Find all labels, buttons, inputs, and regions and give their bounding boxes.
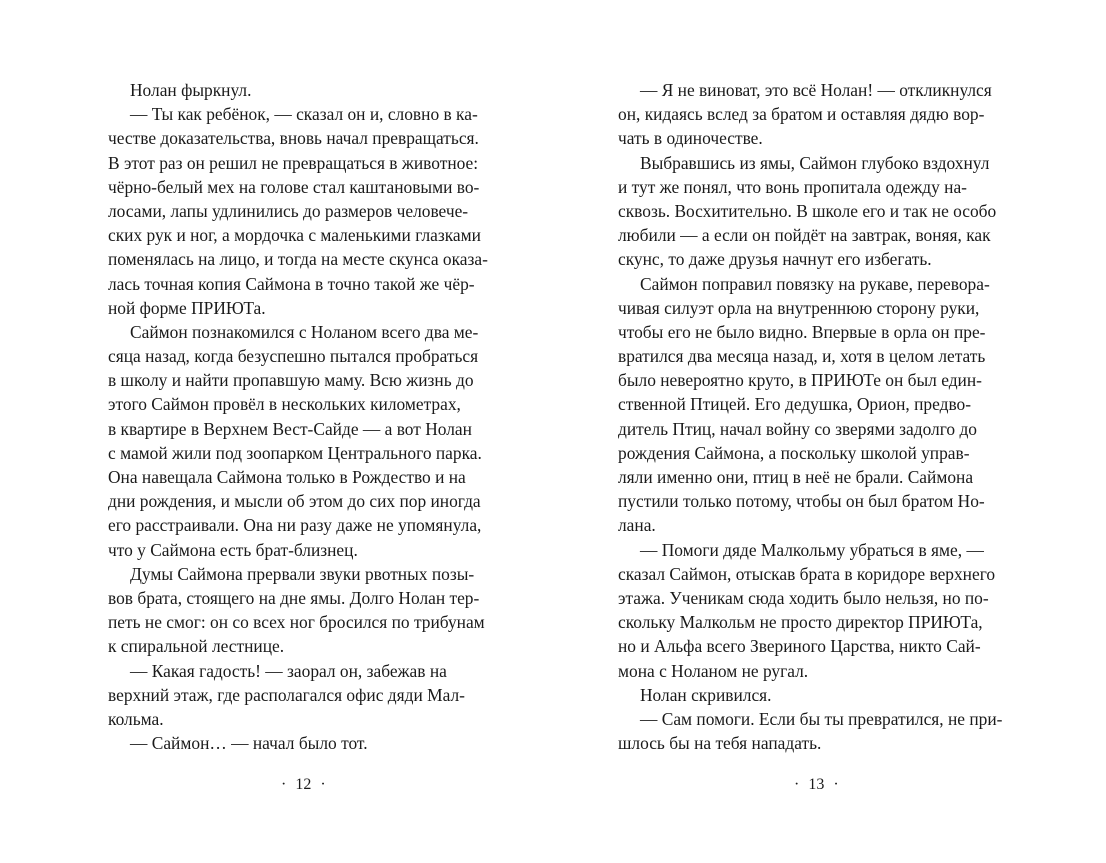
left-page-number — [272, 776, 335, 794]
right-page-line: Выбравшись из ямы, Саймон глубоко вздохнул — [640, 152, 990, 173]
right-page-line: дитель Птиц, начал войну со зверями задолго до — [618, 418, 977, 439]
right-page-text — [618, 78, 1002, 755]
right-page-line: чивая силуэт орла на внутреннюю сторону руки, — [618, 297, 980, 318]
left-page-line: В этот раз он решил не превращаться в животное: — [108, 152, 479, 173]
right-page-line: скольку Малкольм не просто директор ПРИЮТа, — [618, 612, 983, 633]
left-page-line: его расстраивали. Она ни разу даже не упомянула, — [108, 515, 482, 536]
right-page-line: шлось бы на тебя нападать. — [618, 733, 822, 754]
right-page-number — [785, 776, 848, 794]
right-page-line: любили — а если он пойдёт на завтрак, воняя, как — [618, 225, 991, 246]
right-page-line: Нолан скривился. — [640, 684, 772, 705]
right-page-line: — Сам помоги. Если бы ты превратился, не при- — [640, 708, 1003, 729]
left-page-line: чёрно-белый мех на голове стал каштановыми во- — [108, 176, 480, 197]
folio-dot: · — [320, 776, 326, 793]
left-page-line: кольма. — [108, 708, 164, 729]
left-page-line: дни рождения, и мысли об этом до сих пор иногда — [108, 491, 481, 512]
left-page-line: вов брата, стоящего на дне ямы. Долго Нолан тер- — [108, 587, 480, 608]
left-page-line: лосами, лапы удлинились до размеров человече- — [108, 200, 469, 221]
right-page-line: он, кидаясь вслед за братом и оставляя дядю вор- — [618, 104, 985, 125]
right-page-line: сказал Саймон, отыскав брата в коридоре верхнего — [618, 563, 996, 584]
left-page — [108, 78, 492, 755]
left-page-line: ной форме ПРИЮТа. — [108, 297, 266, 318]
right-page-line: чтобы его не было видно. Впервые в орла он пре- — [618, 321, 986, 342]
right-page-line: чать в одиночестве. — [618, 128, 763, 149]
left-page-line: в школу и найти пропавшую маму. Всю жизнь до — [108, 370, 474, 391]
page-number-12: 12 — [295, 776, 312, 793]
right-page-line: пустили только потому, чтобы он был братом Но- — [618, 491, 985, 512]
left-page-line: с мамой жили под зоопарком Центрального парка. — [108, 442, 482, 463]
right-page-line: — Я не виноват, это всё Нолан! — откликнулся — [640, 80, 992, 100]
right-page-line: рождения Саймона, а поскольку школой управ- — [618, 442, 970, 463]
left-page-line: — Какая гадость! — заорал он, забежав на — [130, 660, 447, 681]
right-page-line: скунс, то даже друзья начнут его избегать. — [618, 249, 932, 270]
left-page-line: честве доказательства, вновь начал превращаться. — [108, 128, 479, 149]
folio-dot: · — [833, 776, 839, 793]
left-page-line: что у Саймона есть брат-близнец. — [108, 539, 358, 560]
left-page-line: Нолан фыркнул. — [130, 80, 252, 100]
left-page-line: Думы Саймона прервали звуки рвотных позы- — [130, 563, 475, 584]
left-page-text — [108, 78, 492, 755]
right-page-line: — Помоги дяде Малкольму убраться в яме, — — [640, 539, 984, 560]
left-page-line: к спиральной лестнице. — [108, 636, 285, 657]
page-number-13: 13 — [808, 776, 825, 793]
left-page-line: верхний этаж, где располагался офис дяди Мал- — [108, 684, 465, 705]
left-page-line: ских рук и ног, а мордочка с маленькими глазками — [108, 225, 481, 246]
right-page-line: но и Альфа всего Звериного Царства, никто Сай- — [618, 636, 981, 657]
right-page-line: сквозь. Восхитительно. В школе его и так не особо — [618, 200, 997, 221]
folio-dot: · — [281, 776, 287, 793]
right-page — [618, 78, 1002, 755]
right-page-line: мона с Ноланом не ругал. — [618, 660, 809, 681]
left-page-line: петь не смог: он со всех ног бросился по трибунам — [108, 612, 485, 633]
left-page-line: — Ты как ребёнок, — сказал он и, словно в ка- — [130, 104, 478, 125]
left-page-line: этого Саймон провёл в нескольких километрах, — [108, 394, 461, 415]
left-page-line: лась точная копия Саймона в точно такой же чёр- — [108, 273, 475, 294]
left-page-line: в квартире в Верхнем Вест-Сайде — а вот Нолан — [108, 418, 472, 439]
right-page-line: Саймон поправил повязку на рукаве, перевора- — [640, 273, 990, 294]
right-page-line: и тут же понял, что вонь пропитала одежду на- — [618, 176, 967, 197]
right-page-line: ляли именно они, птиц в неё не брали. Саймона — [618, 467, 974, 487]
right-page-line: этажа. Ученикам сюда ходить было нельзя, но по- — [618, 587, 989, 608]
left-page-line: сяца назад, когда безуспешно пытался пробраться — [108, 346, 479, 367]
left-page-line: Саймон познакомился с Ноланом всего два ме- — [130, 321, 479, 342]
folio-dot: · — [794, 776, 800, 793]
right-page-line: вратился два месяца назад, и, хотя в целом летать — [618, 346, 986, 367]
left-page-line: Она навещала Саймона только в Рождество и на — [108, 467, 466, 487]
left-page-line: поменялась на лицо, и тогда на месте скунса оказа- — [108, 249, 488, 270]
right-page-line: было невероятно круто, в ПРИЮТе он был един- — [618, 370, 982, 391]
right-page-line: ственной Птицей. Его дедушка, Орион, предво- — [618, 394, 972, 415]
right-page-line: лана. — [618, 515, 656, 536]
left-page-line: — Саймон… — начал было тот. — [130, 733, 368, 754]
